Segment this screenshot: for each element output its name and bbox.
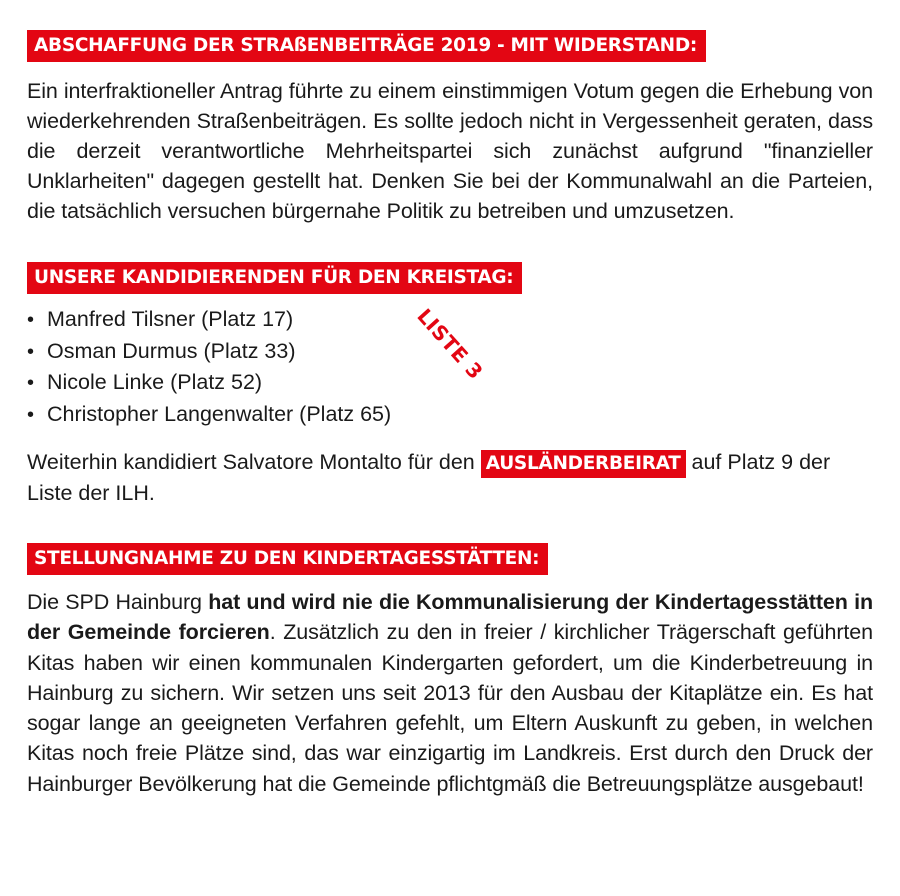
candidate-list (27, 304, 873, 430)
section-kindertagesstaetten (27, 543, 873, 799)
section-heading-kandidierende: UNSERE KANDIDIERENDEN FÜR DEN KREISTAG: (27, 262, 522, 294)
candidates-block (27, 304, 873, 430)
paragraph-lead: Die SPD Hainburg (27, 590, 209, 614)
auslaenderbeirat-badge: AUSLÄNDERBEIRAT (481, 450, 686, 478)
further-text-before: Weiterhin kandidiert Salvatore Montalto für den (27, 450, 481, 474)
bullet-icon: • (27, 309, 35, 331)
paragraph-kindertagesstaetten (27, 587, 873, 799)
bullet-icon: • (27, 340, 35, 363)
section-strassenbeitraege (27, 30, 873, 226)
liste-3-stamp: LISTE 3 (412, 303, 488, 385)
section-kandidierende (27, 262, 873, 509)
further-text-after: auf Platz 9 der Liste der ILH. (27, 450, 831, 505)
bullet-icon: • (27, 403, 35, 426)
further-candidate-text (27, 447, 873, 509)
candidate-name: Christopher Langenwalter (Platz 65) (47, 401, 392, 426)
candidate-name: Osman Durmus (Platz 33) (47, 338, 296, 363)
section-heading-kindertagesstaetten: STELLUNGNAHME ZU DEN KINDERTAGESSTÄTTEN: (27, 543, 548, 575)
paragraph-rest: . Zusätzlich zu den in freier / kirchlicher Trägerschaft geführten Kitas haben wir einen kommunalen Kindergarten gefordert, um die Kinderbetreuung in Hainburg zu sichern. Wir setzen uns seit 2013 für den Ausbau der Kitaplätze ein. Es hat sogar lange an geeigneten Verfahren gefehlt, um Eltern Auskunft zu geben, in welchen Kitas noch freie Plätze sind, das war einzigartig im Landkreis. Erst durch den Druck der Hainburger Bevölkerung hat die Gemeinde pflichtgmäß die Betreuungsplätze ausgebaut! (27, 620, 873, 796)
bullet-icon: • (27, 372, 35, 394)
list-item (27, 399, 873, 431)
list-item (27, 367, 873, 399)
candidate-name: Nicole Linke (Platz 52) (47, 370, 263, 394)
paragraph-strassenbeitraege: Ein interfraktioneller Antrag führte zu einem einstimmigen Votum gegen die Erhebung von wiederkehrenden Straßenbeiträgen. Es sollte jedoch nicht in Vergessenheit geraten, dass die derzeit verantwortliche Mehrheitspartei sich zunächst aufgrund "finanzieller Unklarheiten" dagegen gestellt hat. Denken Sie bei der Kommunalwahl an die Parteien, die tatsächlich versuchen bürgernahe Politik zu betreiben und umzusetzen. (27, 79, 873, 223)
candidate-name: Manfred Tilsner (Platz 17) (47, 307, 294, 331)
flyer-page (27, 30, 873, 799)
paragraph-bold-statement: hat und wird nie die Kommunalisierung der Kindertagesstätten in der Gemeinde forcieren (27, 590, 873, 645)
section-heading-strassenbeitraege: ABSCHAFFUNG DER STRAßENBEITRÄGE 2019 - MIT WIDERSTAND: (27, 30, 706, 62)
